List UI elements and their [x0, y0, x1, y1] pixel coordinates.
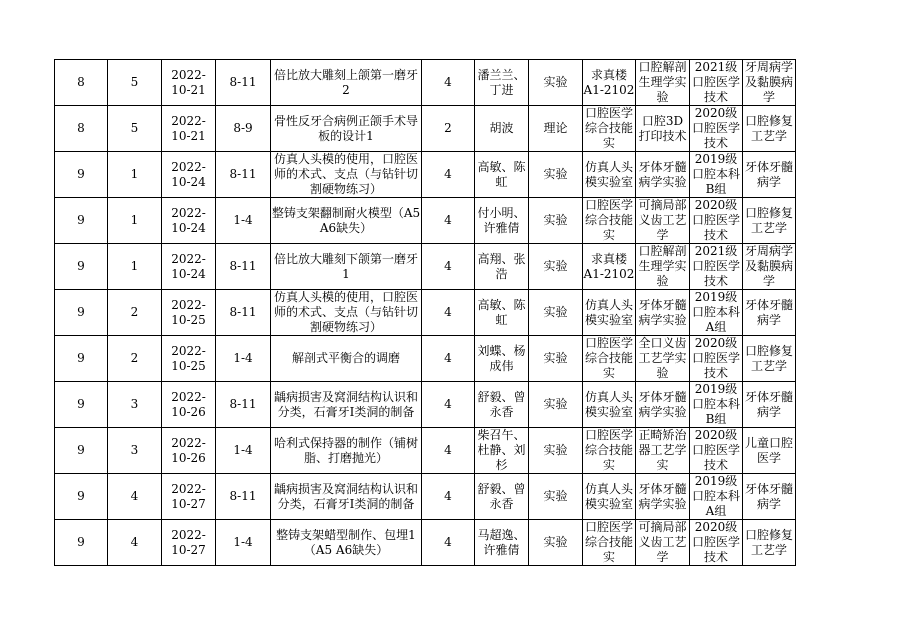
periods-cell — [216, 244, 271, 290]
course-cell-text: 儿童口腔医学 — [744, 435, 793, 465]
lab-cell-text: 牙体牙髓病学实验 — [638, 481, 687, 511]
lab-cell — [636, 520, 690, 566]
lab-cell-text: 可摘局部义齿工艺学 — [638, 198, 687, 242]
teacher-cell — [475, 336, 529, 382]
hours-cell-text: 4 — [444, 535, 452, 549]
teacher-cell — [475, 244, 529, 290]
periods-cell — [216, 290, 271, 336]
type-cell-text: 实验 — [543, 443, 568, 457]
room-cell — [583, 474, 636, 520]
room-cell — [583, 336, 636, 382]
table-row — [55, 152, 796, 198]
room-cell-text: 口腔医学综合技能实 — [584, 520, 633, 564]
lab-cell — [636, 290, 690, 336]
date-cell-text: 2022-10-25 — [171, 343, 206, 373]
course-cell — [743, 336, 796, 382]
date-cell-text: 2022-10-27 — [171, 527, 206, 557]
teacher-cell-text: 高敏、陈虹 — [477, 297, 526, 327]
class-cell — [690, 290, 743, 336]
type-cell — [529, 382, 583, 428]
course-cell — [743, 60, 796, 106]
teacher-cell-text: 马超逸、许雅倩 — [477, 527, 526, 557]
weekday-cell-text: 1 — [130, 259, 139, 273]
weekday-cell-text: 5 — [130, 121, 139, 135]
lab-cell — [636, 198, 690, 244]
weekday-cell — [108, 382, 162, 428]
content-cell — [271, 336, 422, 382]
class-cell-text: 2019级口腔本科A组 — [691, 474, 740, 518]
weekday-cell — [108, 152, 162, 198]
class-cell-text: 2021级口腔医学技术 — [691, 60, 740, 104]
periods-cell — [216, 60, 271, 106]
class-cell — [690, 244, 743, 290]
type-cell-text: 实验 — [543, 489, 568, 503]
class-cell — [690, 152, 743, 198]
content-cell-text: 龋病损害及窝洞结构认识和分类，石膏牙Ⅰ类洞的制备 — [273, 481, 418, 511]
course-cell — [743, 290, 796, 336]
teacher-cell-text: 舒毅、曾永香 — [477, 481, 526, 511]
room-cell — [583, 244, 636, 290]
weekday-cell — [108, 198, 162, 244]
hours-cell-text: 4 — [444, 75, 452, 89]
week-cell-text: 9 — [77, 443, 85, 457]
hours-cell-text: 4 — [444, 213, 452, 227]
lab-cell-text: 牙体牙髓病学实验 — [638, 159, 687, 189]
teacher-cell — [475, 106, 529, 152]
date-cell — [162, 428, 216, 474]
periods-cell — [216, 520, 271, 566]
class-cell — [690, 198, 743, 244]
room-cell — [583, 60, 636, 106]
content-cell-text: 仿真人头模的使用，口腔医师的术式、支点（与钻针切割硬物练习） — [273, 290, 418, 334]
content-cell-text: 仿真人头模的使用，口腔医师的术式、支点（与钻针切割硬物练习） — [273, 152, 418, 196]
class-cell — [690, 520, 743, 566]
table-row — [55, 520, 796, 566]
week-cell-text: 9 — [77, 351, 85, 365]
hours-cell — [422, 244, 475, 290]
hours-cell — [422, 106, 475, 152]
hours-cell-text: 4 — [444, 259, 452, 273]
week-cell — [55, 290, 108, 336]
week-cell — [55, 198, 108, 244]
course-cell-text: 牙周病学及黏膜病学 — [744, 60, 793, 104]
week-cell — [55, 428, 108, 474]
teacher-cell-text: 潘兰兰、丁进 — [477, 67, 526, 97]
date-cell — [162, 198, 216, 244]
teacher-cell-text: 舒毅、曾永香 — [477, 389, 526, 419]
room-cell — [583, 382, 636, 428]
room-cell-text: 求真楼A1-2102 — [583, 67, 635, 97]
room-cell-text: 口腔医学综合技能实 — [584, 106, 633, 150]
lab-cell-text: 口腔解剖生理学实验 — [638, 60, 687, 104]
course-cell-text: 牙体牙髓病学 — [744, 159, 793, 189]
lab-cell-text: 正畸矫治器工艺学实 — [638, 428, 687, 472]
class-cell-text: 2020级口腔医学技术 — [691, 428, 740, 472]
type-cell-text: 实验 — [543, 305, 568, 319]
class-cell — [690, 336, 743, 382]
teacher-cell — [475, 152, 529, 198]
teacher-cell-text: 刘蝶、杨成伟 — [477, 343, 526, 373]
week-cell-text: 9 — [77, 535, 85, 549]
lab-cell-text: 可摘局部义齿工艺学 — [638, 520, 687, 564]
type-cell — [529, 474, 583, 520]
week-cell — [55, 244, 108, 290]
table-row — [55, 474, 796, 520]
periods-cell — [216, 198, 271, 244]
room-cell — [583, 428, 636, 474]
weekday-cell-text: 3 — [130, 397, 139, 411]
lab-cell — [636, 106, 690, 152]
date-cell — [162, 336, 216, 382]
content-cell — [271, 198, 422, 244]
teacher-cell — [475, 428, 529, 474]
date-cell-text: 2022-10-21 — [171, 67, 206, 97]
course-cell — [743, 428, 796, 474]
teacher-cell — [475, 198, 529, 244]
hours-cell — [422, 474, 475, 520]
course-cell-text: 牙体牙髓病学 — [744, 389, 793, 419]
course-cell-text: 口腔修复工艺学 — [744, 113, 793, 143]
room-cell — [583, 520, 636, 566]
content-cell-text: 倍比放大雕刻下颌第一磨牙1 — [273, 251, 418, 281]
weekday-cell — [108, 290, 162, 336]
date-cell — [162, 60, 216, 106]
weekday-cell-text: 4 — [130, 535, 139, 549]
class-cell-text: 2019级口腔本科B组 — [691, 382, 740, 426]
course-cell-text: 牙体牙髓病学 — [744, 481, 793, 511]
week-cell — [55, 382, 108, 428]
lab-cell-text: 牙体牙髓病学实验 — [638, 389, 687, 419]
room-cell-text: 仿真人头模实验室 — [584, 159, 633, 189]
class-cell — [690, 106, 743, 152]
course-cell — [743, 520, 796, 566]
room-cell-text: 仿真人头模实验室 — [584, 481, 633, 511]
course-cell — [743, 382, 796, 428]
date-cell-text: 2022-10-24 — [171, 205, 206, 235]
content-cell-text: 龋病损害及窝洞结构认识和分类，石膏牙Ⅰ类洞的制备 — [273, 389, 418, 419]
content-cell-text: 倍比放大雕刻上颌第一磨牙2 — [273, 67, 418, 97]
weekday-cell — [108, 428, 162, 474]
teacher-cell — [475, 382, 529, 428]
type-cell-text: 实验 — [543, 535, 568, 549]
date-cell-text: 2022-10-24 — [171, 159, 206, 189]
weekday-cell-text: 3 — [130, 443, 139, 457]
content-cell — [271, 290, 422, 336]
table-row — [55, 382, 796, 428]
lab-cell — [636, 428, 690, 474]
content-cell — [271, 382, 422, 428]
room-cell-text: 求真楼A1-2102 — [583, 251, 635, 281]
content-cell — [271, 244, 422, 290]
periods-cell-text: 8-11 — [229, 397, 257, 411]
teacher-cell-text: 柴召午、杜静、刘杉 — [477, 428, 526, 472]
content-cell — [271, 60, 422, 106]
room-cell-text: 口腔医学综合技能实 — [584, 336, 633, 380]
week-cell-text: 8 — [77, 121, 85, 135]
date-cell — [162, 106, 216, 152]
week-cell-text: 9 — [77, 489, 85, 503]
periods-cell — [216, 152, 271, 198]
content-cell-text: 解剖式平衡合的调磨 — [291, 351, 400, 365]
hours-cell-text: 4 — [444, 351, 452, 365]
date-cell — [162, 244, 216, 290]
week-cell-text: 9 — [77, 259, 85, 273]
course-cell-text: 牙周病学及黏膜病学 — [744, 244, 793, 288]
class-cell-text: 2019级口腔本科A组 — [691, 290, 740, 334]
week-cell — [55, 474, 108, 520]
periods-cell — [216, 474, 271, 520]
class-cell — [690, 382, 743, 428]
type-cell — [529, 428, 583, 474]
content-cell — [271, 428, 422, 474]
schedule-body — [55, 60, 796, 566]
room-cell — [583, 290, 636, 336]
hours-cell — [422, 336, 475, 382]
table-row — [55, 428, 796, 474]
type-cell — [529, 336, 583, 382]
class-cell-text: 2021级口腔医学技术 — [691, 244, 740, 288]
course-cell-text: 口腔修复工艺学 — [744, 343, 793, 373]
class-cell — [690, 474, 743, 520]
type-cell-text: 实验 — [543, 397, 568, 411]
date-cell-text: 2022-10-24 — [171, 251, 206, 281]
periods-cell — [216, 106, 271, 152]
hours-cell — [422, 152, 475, 198]
type-cell — [529, 106, 583, 152]
content-cell — [271, 474, 422, 520]
date-cell-text: 2022-10-25 — [171, 297, 206, 327]
course-cell-text: 口腔修复工艺学 — [744, 527, 793, 557]
weekday-cell — [108, 60, 162, 106]
room-cell — [583, 152, 636, 198]
lab-cell — [636, 336, 690, 382]
course-cell — [743, 244, 796, 290]
teacher-cell — [475, 474, 529, 520]
periods-cell-text: 8-11 — [229, 489, 257, 503]
class-cell-text: 2019级口腔本科B组 — [691, 152, 740, 196]
teacher-cell-text: 付小明、许雅倩 — [477, 205, 526, 235]
course-cell-text: 口腔修复工艺学 — [744, 205, 793, 235]
periods-cell-text: 8-11 — [229, 259, 257, 273]
week-cell-text: 9 — [77, 305, 85, 319]
lab-cell-text: 牙体牙髓病学实验 — [638, 297, 687, 327]
teacher-cell — [475, 60, 529, 106]
type-cell-text: 实验 — [543, 259, 568, 273]
room-cell-text: 口腔医学综合技能实 — [584, 198, 633, 242]
teacher-cell-text: 高敏、陈虹 — [477, 159, 526, 189]
lab-cell-text: 口腔3D打印技术 — [638, 113, 687, 143]
weekday-cell — [108, 244, 162, 290]
table-row — [55, 106, 796, 152]
hours-cell — [422, 428, 475, 474]
content-cell — [271, 152, 422, 198]
type-cell — [529, 198, 583, 244]
week-cell — [55, 106, 108, 152]
week-cell — [55, 152, 108, 198]
type-cell — [529, 244, 583, 290]
week-cell-text: 8 — [77, 75, 85, 89]
periods-cell-text: 8-11 — [229, 75, 257, 89]
date-cell — [162, 152, 216, 198]
lab-cell-text: 口腔解剖生理学实验 — [638, 244, 687, 288]
week-cell-text: 9 — [77, 167, 85, 181]
periods-cell-text: 8-11 — [229, 305, 257, 319]
hours-cell-text: 4 — [444, 489, 452, 503]
weekday-cell — [108, 336, 162, 382]
course-cell-text: 牙体牙髓病学 — [744, 297, 793, 327]
type-cell-text: 实验 — [543, 75, 568, 89]
room-cell-text: 口腔医学综合技能实 — [584, 428, 633, 472]
date-cell — [162, 290, 216, 336]
content-cell — [271, 520, 422, 566]
room-cell — [583, 198, 636, 244]
type-cell — [529, 290, 583, 336]
room-cell-text: 仿真人头模实验室 — [584, 297, 633, 327]
weekday-cell-text: 2 — [130, 305, 139, 319]
periods-cell-text: 1-4 — [233, 443, 253, 457]
table-row — [55, 290, 796, 336]
date-cell-text: 2022-10-21 — [171, 113, 206, 143]
periods-cell — [216, 336, 271, 382]
hours-cell — [422, 290, 475, 336]
course-cell — [743, 106, 796, 152]
table-row — [55, 60, 796, 106]
lab-cell-text: 全口义齿工艺学实验 — [638, 336, 687, 380]
schedule-table — [54, 59, 796, 566]
lab-cell — [636, 474, 690, 520]
content-cell — [271, 106, 422, 152]
hours-cell-text: 2 — [444, 121, 452, 135]
teacher-cell-text: 高翔、张浩 — [477, 251, 526, 281]
periods-cell-text: 8-11 — [229, 167, 257, 181]
class-cell-text: 2020级口腔医学技术 — [691, 336, 740, 380]
table-row — [55, 198, 796, 244]
date-cell-text: 2022-10-26 — [171, 435, 206, 465]
course-cell — [743, 474, 796, 520]
weekday-cell — [108, 106, 162, 152]
type-cell — [529, 152, 583, 198]
periods-cell-text: 1-4 — [233, 351, 253, 365]
weekday-cell-text: 1 — [130, 213, 139, 227]
room-cell — [583, 106, 636, 152]
date-cell — [162, 382, 216, 428]
periods-cell-text: 1-4 — [233, 213, 253, 227]
table-row — [55, 336, 796, 382]
periods-cell — [216, 382, 271, 428]
hours-cell — [422, 382, 475, 428]
week-cell — [55, 336, 108, 382]
lab-cell — [636, 60, 690, 106]
class-cell-text: 2020级口腔医学技术 — [691, 198, 740, 242]
hours-cell — [422, 198, 475, 244]
teacher-cell — [475, 290, 529, 336]
periods-cell — [216, 428, 271, 474]
week-cell — [55, 60, 108, 106]
hours-cell-text: 4 — [444, 397, 452, 411]
date-cell — [162, 520, 216, 566]
class-cell-text: 2020级口腔医学技术 — [691, 106, 740, 150]
course-cell — [743, 198, 796, 244]
week-cell — [55, 520, 108, 566]
hours-cell-text: 4 — [444, 443, 452, 457]
type-cell — [529, 60, 583, 106]
course-cell — [743, 152, 796, 198]
content-cell-text: 骨性反牙合病例正颌手术导板的设计1 — [273, 113, 418, 143]
date-cell-text: 2022-10-26 — [171, 389, 206, 419]
type-cell-text: 实验 — [543, 351, 568, 365]
content-cell-text: 整铸支架蜡型制作、包埋1（A5 A6缺失） — [276, 527, 416, 557]
lab-cell — [636, 152, 690, 198]
weekday-cell — [108, 520, 162, 566]
week-cell-text: 9 — [77, 397, 85, 411]
class-cell-text: 2020级口腔医学技术 — [691, 520, 740, 564]
periods-cell-text: 1-4 — [233, 535, 253, 549]
type-cell — [529, 520, 583, 566]
date-cell — [162, 474, 216, 520]
periods-cell-text: 8-9 — [233, 121, 253, 135]
type-cell-text: 实验 — [543, 167, 568, 181]
type-cell-text: 理论 — [543, 121, 568, 135]
weekday-cell-text: 1 — [130, 167, 139, 181]
date-cell-text: 2022-10-27 — [171, 481, 206, 511]
weekday-cell-text: 4 — [130, 489, 139, 503]
weekday-cell — [108, 474, 162, 520]
hours-cell — [422, 520, 475, 566]
weekday-cell-text: 5 — [130, 75, 139, 89]
week-cell-text: 9 — [77, 213, 85, 227]
class-cell — [690, 428, 743, 474]
teacher-cell — [475, 520, 529, 566]
hours-cell-text: 4 — [444, 167, 452, 181]
class-cell — [690, 60, 743, 106]
weekday-cell-text: 2 — [130, 351, 139, 365]
lab-cell — [636, 382, 690, 428]
hours-cell-text: 4 — [444, 305, 452, 319]
content-cell-text: 哈利式保持器的制作（铺树脂、打磨抛光） — [273, 435, 418, 465]
lab-cell — [636, 244, 690, 290]
content-cell-text: 整铸支架翻制耐火模型（A5 A6缺失） — [271, 205, 421, 235]
type-cell-text: 实验 — [543, 213, 568, 227]
teacher-cell-text: 胡波 — [489, 121, 514, 135]
hours-cell — [422, 60, 475, 106]
room-cell-text: 仿真人头模实验室 — [584, 389, 633, 419]
table-row — [55, 244, 796, 290]
